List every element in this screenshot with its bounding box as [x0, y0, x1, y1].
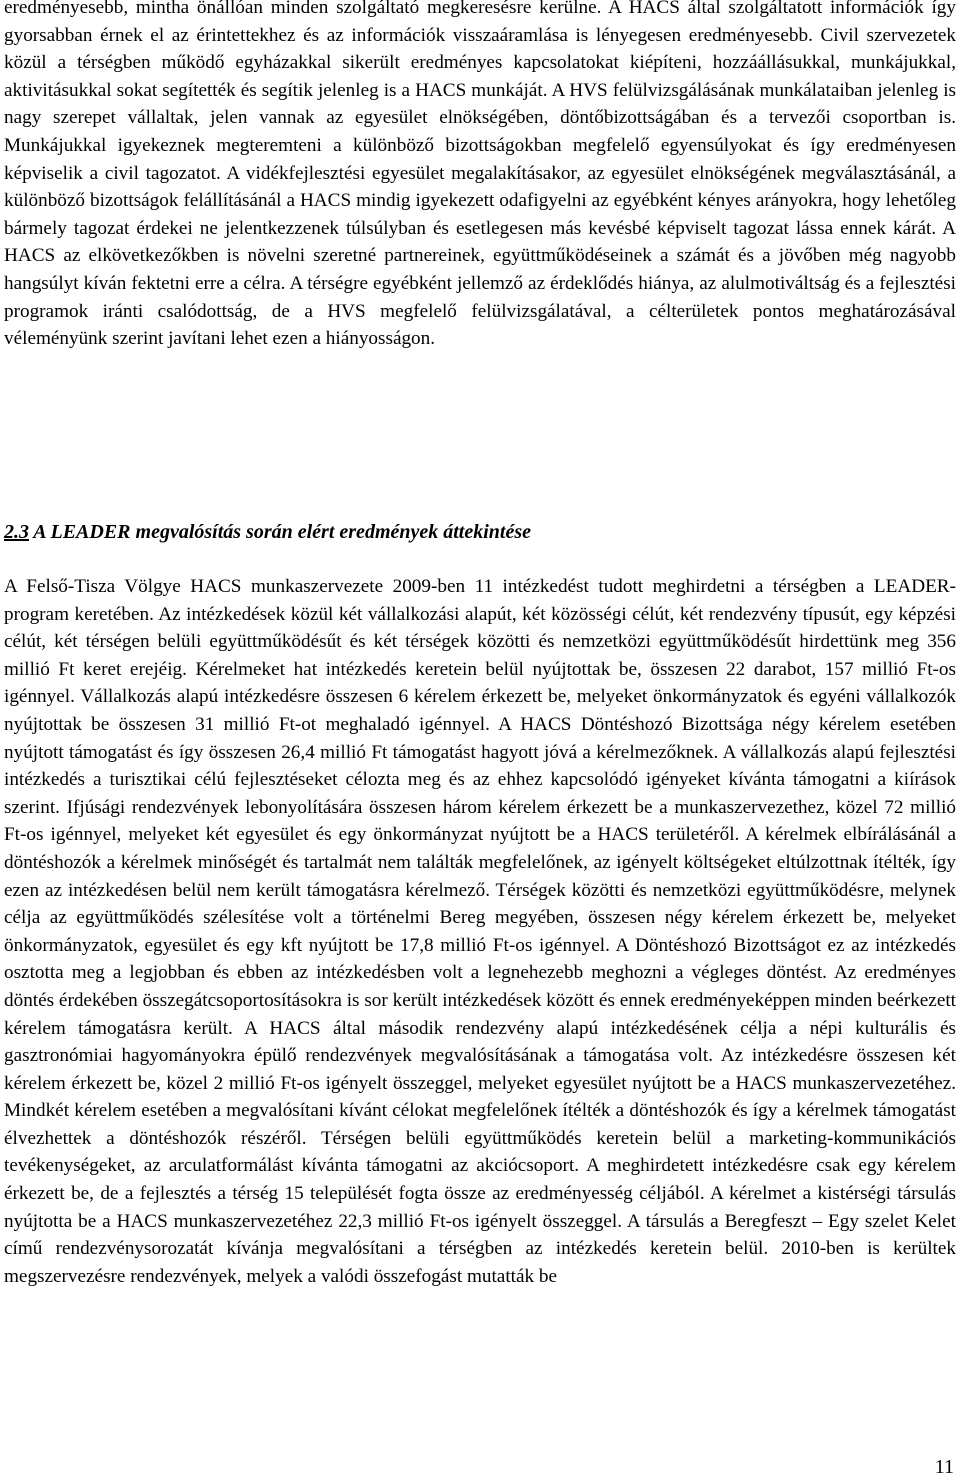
section-title: A LEADER megvalósítás során elért eredmények áttekintése	[29, 521, 532, 543]
body-paragraph: eredményesebb, mintha önállóan minden szolgáltató megkeresésre kerülne. A HACS által szolgáltatott információk így gyorsabban érnek el az érintettekhez és az információk visszaáramlása is lényegesen eredményesebb. Civil szervezetek közül a térségben működő egyházakkal sikerült eredményes kapcsolatokat kiépíteni, hozzáállásukkal, munkájukkal, aktivitásukkal sokat segítették és segítik jelenleg is a HACS munkáját. A HVS felülvizsgálásának munkálataiban jelenleg is nagy szerepet vállaltak, jelen vannak az egyesület elnökségében, döntőbizottságában és a tervezői csoportban is. Munkájukkal igyekeznek megteremteni a különböző bizottságokban megfelelő egyensúlyokat és így eredményesen képviselik a civil tagozatot. A vidékfejlesztési egyesület megalakításakor, az egyesület elnökségének megválasztásánál, a különböző bizottságok felállításánál a HACS mindig igyekezett odafigyelni az egyébként kényes arányokra, hogy lehetőleg bármely tagozat érdekei ne jelentkezzenek túlsúlyban és esetlegesen más kevésbé képviselt tagozat lássa ennek kárát. A HACS az elkövetkezőkben is növelni szeretné partnereinek, együttműködéseinek a számát és a jövőben még nagyobb hangsúlyt kíván fektetni erre a célra. A térségre egyébként jellemző az érdeklődés hiánya, az alulmotiváltság és a fejlesztési programok iránti csalódottság, de a HVS megfelelő felülvizsgálatával, a célterületek pontos meghatározásával véleményünk szerint javítani lehet ezen a hiányosságon.	[4, 0, 956, 350]
section-heading	[4, 518, 531, 546]
page-number: 11	[934, 1456, 954, 1478]
section-number: 2.3	[4, 521, 29, 543]
body-paragraph: A Felső-Tisza Völgye HACS munkaszervezete 2009-ben 11 intézkedést tudott meghirdetni a térségben a LEADER-program keretében. Az intézkedések közül két vállalkozási alapút, két közösségi célút, két rendezvény típusút, egy képzési célút, két térségen belüli együttműködésűt és két térségek közötti és nemzetközi együttműködésűt hirdettünk meg 356 millió Ft keret erejéig. Kérelmeket hat intézkedés keretein belül nyújtottak be, összesen 22 darabot, 157 millió Ft-os igénnyel. Vállalkozás alapú intézkedésre összesen 6 kérelem érkezett be, melyeket önkormányzatok és egyéni vállalkozók nyújtottak be összesen 31 millió Ft-ot meghaladó igénnyel. A HACS Döntéshozó Bizottsága négy kérelem esetében nyújtott támogatást és így összesen 26,4 millió Ft támogatást hagyott jóvá a kérelmezőknek. A vállalkozás alapú fejlesztési intézkedés a turisztikai célú fejlesztéseket célozta meg és az ehhez kapcsolódó igényeket kívánta támogatni a kiírások szerint. Ifjúsági rendezvények lebonyolítására összesen három kérelem érkezett be a munkaszervezethez, közel 72 millió Ft-os igénnyel, melyeket két egyesület és egy önkormányzat nyújtott be a HACS területéről. A kérelmek elbírálásánál a döntéshozók a kérelmek minőségét és tartalmát nem találták megfelelőnek, az igényelt költségeket eltúlzottnak ítélték, így ezen az intézkedésen belül nem került támogatásra kérelmező. Térségek közötti és nemzetközi együttműködésre, melynek célja az együttműködés szélesítése volt a történelmi Bereg megyében, összesen négy kérelem érkezett be, melyeket önkormányzatok, egyesület és egy kft nyújtott be 17,8 millió Ft-os igénnyel. A Döntéshozó Bizottságot ez az intézkedés osztotta meg a legjobban és ebben az intézkedésben volt a legnehezebb meghozni a végleges döntést. Az eredményes döntés érdekében összegátcsoportosításokra is sor került intézkedések között és ennek eredményeképpen minden beérkezett kérelem támogatásra került. A HACS által második rendezvény alapú intézkedésének célja a népi kulturális és gasztronómiai hagyományokra épülő rendezvények megvalósításának a támogatása volt. Az intézkedésre összesen két kérelem érkezett be, közel 2 millió Ft-os igényelt összeggel, melyeket egyesület nyújtott be a HACS munkaszervezetéhez. Mindkét kérelem esetében a megvalósítani kívánt célokat megfelelőnek ítélték a döntéshozók és így a kérelmek támogatást élvezhettek a döntéshozók részéről. Térségen belüli együttműködés keretein belül a marketing-kommunikációs tevékenységeket, az arculatformálást kívánta támogatni az akciócsoport. A meghirdetett intézkedésre csak egy kérelem érkezett be, de a fejlesztés a térség 15 települését fogta össze az eredményesség céljából. A kérelmet a kistérségi társulás nyújtotta be a HACS munkaszervezetéhez 22,3 millió Ft-os igényelt összeggel. A társulás a Beregfeszt – Egy szelet Kelet című rendezvénysorozatát kívánja megvalósítani a térségben az intézkedés keretein belül. 2010-ben is kerültek megszervezésre rendezvények, melyek a valódi összefogást mutatták be	[4, 576, 956, 1287]
